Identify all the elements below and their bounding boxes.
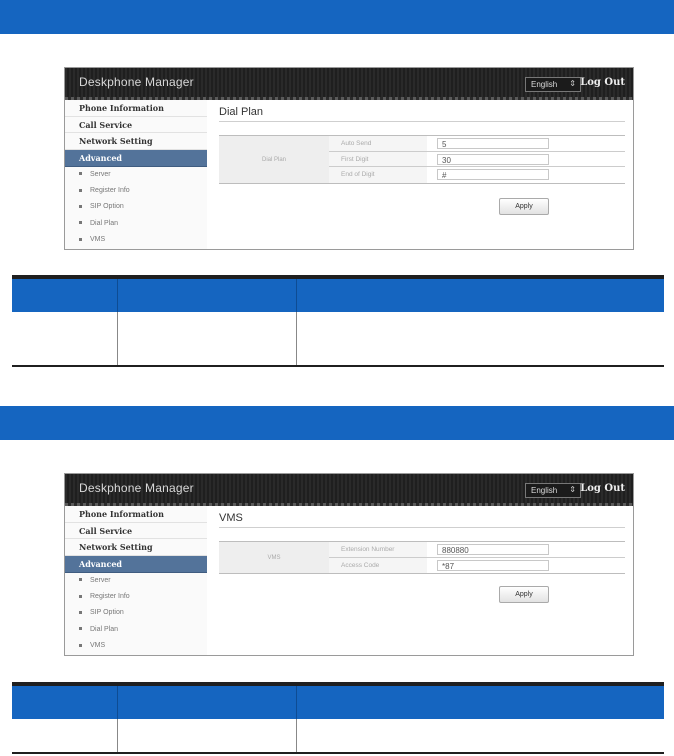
table-header-cell bbox=[297, 686, 664, 719]
field-label: End of Digit bbox=[329, 167, 427, 183]
field-label: Access Code bbox=[329, 558, 427, 574]
sidebar-subitem-vms[interactable] bbox=[65, 638, 207, 654]
sidebar-subitem-server[interactable] bbox=[65, 573, 207, 589]
page-title: VMS bbox=[219, 506, 625, 528]
field-label: First Digit bbox=[329, 152, 427, 167]
sidebar-subitem-label: VMS bbox=[90, 235, 106, 243]
parameter-table-1 bbox=[12, 275, 664, 367]
sidebar-subitem-sip-option[interactable] bbox=[65, 199, 207, 215]
first-digit-input[interactable]: 30 bbox=[437, 154, 549, 165]
sidebar-item-advanced[interactable]: Advanced bbox=[65, 556, 207, 573]
sidebar-item-call-service[interactable]: Call Service bbox=[65, 523, 207, 540]
sidebar-subitem-label: SIP Option bbox=[90, 203, 124, 211]
sidebar-subitem-label: Register Info bbox=[90, 187, 130, 195]
bullet-icon bbox=[79, 189, 82, 192]
table-cell bbox=[12, 719, 118, 752]
field-first-digit bbox=[329, 152, 625, 168]
screenshot-dial-plan bbox=[64, 67, 634, 250]
app-title: Deskphone Manager bbox=[79, 75, 194, 89]
table-row bbox=[12, 719, 664, 754]
updown-arrow-icon: ⇕ bbox=[569, 485, 576, 494]
sidebar-subitem-dial-plan[interactable] bbox=[65, 622, 207, 638]
table-header-cell bbox=[12, 686, 118, 719]
sidebar-subitem-vms[interactable] bbox=[65, 232, 207, 248]
end-of-digit-input[interactable]: # bbox=[437, 169, 549, 180]
sidebar-subitem-label: SIP Option bbox=[90, 609, 124, 617]
table-header-cell bbox=[297, 279, 664, 312]
updown-arrow-icon: ⇕ bbox=[569, 79, 576, 88]
group-label: Dial Plan bbox=[219, 136, 329, 183]
app-header bbox=[65, 68, 633, 100]
sidebar-subitem-label: Dial Plan bbox=[90, 625, 119, 633]
parameter-table-2 bbox=[12, 682, 664, 754]
language-select-value: English bbox=[531, 80, 558, 89]
sidebar-item-phone-information[interactable]: Phone Information bbox=[65, 506, 207, 523]
bullet-icon bbox=[79, 595, 82, 598]
bullet-icon bbox=[79, 205, 82, 208]
bullet-icon bbox=[79, 644, 82, 647]
field-access-code bbox=[329, 558, 625, 574]
table-cell bbox=[297, 312, 664, 365]
sidebar-subitem-sip-option[interactable] bbox=[65, 605, 207, 621]
field-extension-number bbox=[329, 542, 625, 558]
table-header-cell bbox=[118, 279, 297, 312]
field-label: Extension Number bbox=[329, 542, 427, 557]
sidebar-subitem-label: VMS bbox=[90, 641, 106, 649]
language-select[interactable] bbox=[525, 77, 581, 92]
table-cell bbox=[118, 719, 297, 752]
sidebar-item-advanced[interactable]: Advanced bbox=[65, 150, 207, 167]
field-auto-send bbox=[329, 136, 625, 152]
main-panel bbox=[219, 506, 625, 655]
table-cell bbox=[297, 719, 664, 752]
sidebar-subitem-label: Dial Plan bbox=[90, 219, 119, 227]
logout-link[interactable]: Log Out bbox=[580, 77, 625, 88]
bullet-icon bbox=[79, 627, 82, 630]
app-header bbox=[65, 474, 633, 506]
sidebar-subitem-label: Server bbox=[90, 170, 111, 178]
language-select-value: English bbox=[531, 486, 558, 495]
sidebar-subitem-server[interactable] bbox=[65, 167, 207, 183]
table-header bbox=[12, 682, 664, 719]
extension-number-input[interactable]: 880880 bbox=[437, 544, 549, 555]
section-banner-vms bbox=[0, 406, 674, 440]
sidebar bbox=[65, 100, 207, 249]
table-header bbox=[12, 275, 664, 312]
language-select[interactable] bbox=[525, 483, 581, 498]
app-title: Deskphone Manager bbox=[79, 481, 194, 495]
sidebar-item-network-setting[interactable]: Network Setting bbox=[65, 133, 207, 150]
vms-form bbox=[219, 541, 625, 574]
sidebar-item-phone-information[interactable]: Phone Information bbox=[65, 100, 207, 117]
sidebar-item-call-service[interactable]: Call Service bbox=[65, 117, 207, 134]
table-header-cell bbox=[12, 279, 118, 312]
sidebar-subitem-register-info[interactable] bbox=[65, 183, 207, 199]
table-cell bbox=[12, 312, 118, 365]
sidebar-item-network-setting[interactable]: Network Setting bbox=[65, 539, 207, 556]
sidebar-subitem-register-info[interactable] bbox=[65, 589, 207, 605]
field-end-of-digit bbox=[329, 167, 625, 183]
table-row bbox=[12, 312, 664, 367]
dial-plan-form bbox=[219, 135, 625, 184]
table-cell bbox=[118, 312, 297, 365]
page-title: Dial Plan bbox=[219, 100, 625, 122]
apply-button[interactable]: Apply bbox=[499, 198, 549, 215]
bullet-icon bbox=[79, 221, 82, 224]
screenshot-vms bbox=[64, 473, 634, 656]
bullet-icon bbox=[79, 172, 82, 175]
auto-send-input[interactable]: 5 bbox=[437, 138, 549, 149]
sidebar-subitem-label: Server bbox=[90, 576, 111, 584]
table-header-cell bbox=[118, 686, 297, 719]
access-code-input[interactable]: *87 bbox=[437, 560, 549, 571]
apply-button[interactable]: Apply bbox=[499, 586, 549, 603]
bullet-icon bbox=[79, 611, 82, 614]
section-banner-top bbox=[0, 0, 674, 34]
sidebar-subitem-dial-plan[interactable] bbox=[65, 216, 207, 232]
group-label: VMS bbox=[219, 542, 329, 573]
sidebar-subitem-label: Register Info bbox=[90, 593, 130, 601]
main-panel bbox=[219, 100, 625, 249]
bullet-icon bbox=[79, 238, 82, 241]
field-label: Auto Send bbox=[329, 136, 427, 151]
sidebar bbox=[65, 506, 207, 655]
bullet-icon bbox=[79, 578, 82, 581]
logout-link[interactable]: Log Out bbox=[580, 483, 625, 494]
